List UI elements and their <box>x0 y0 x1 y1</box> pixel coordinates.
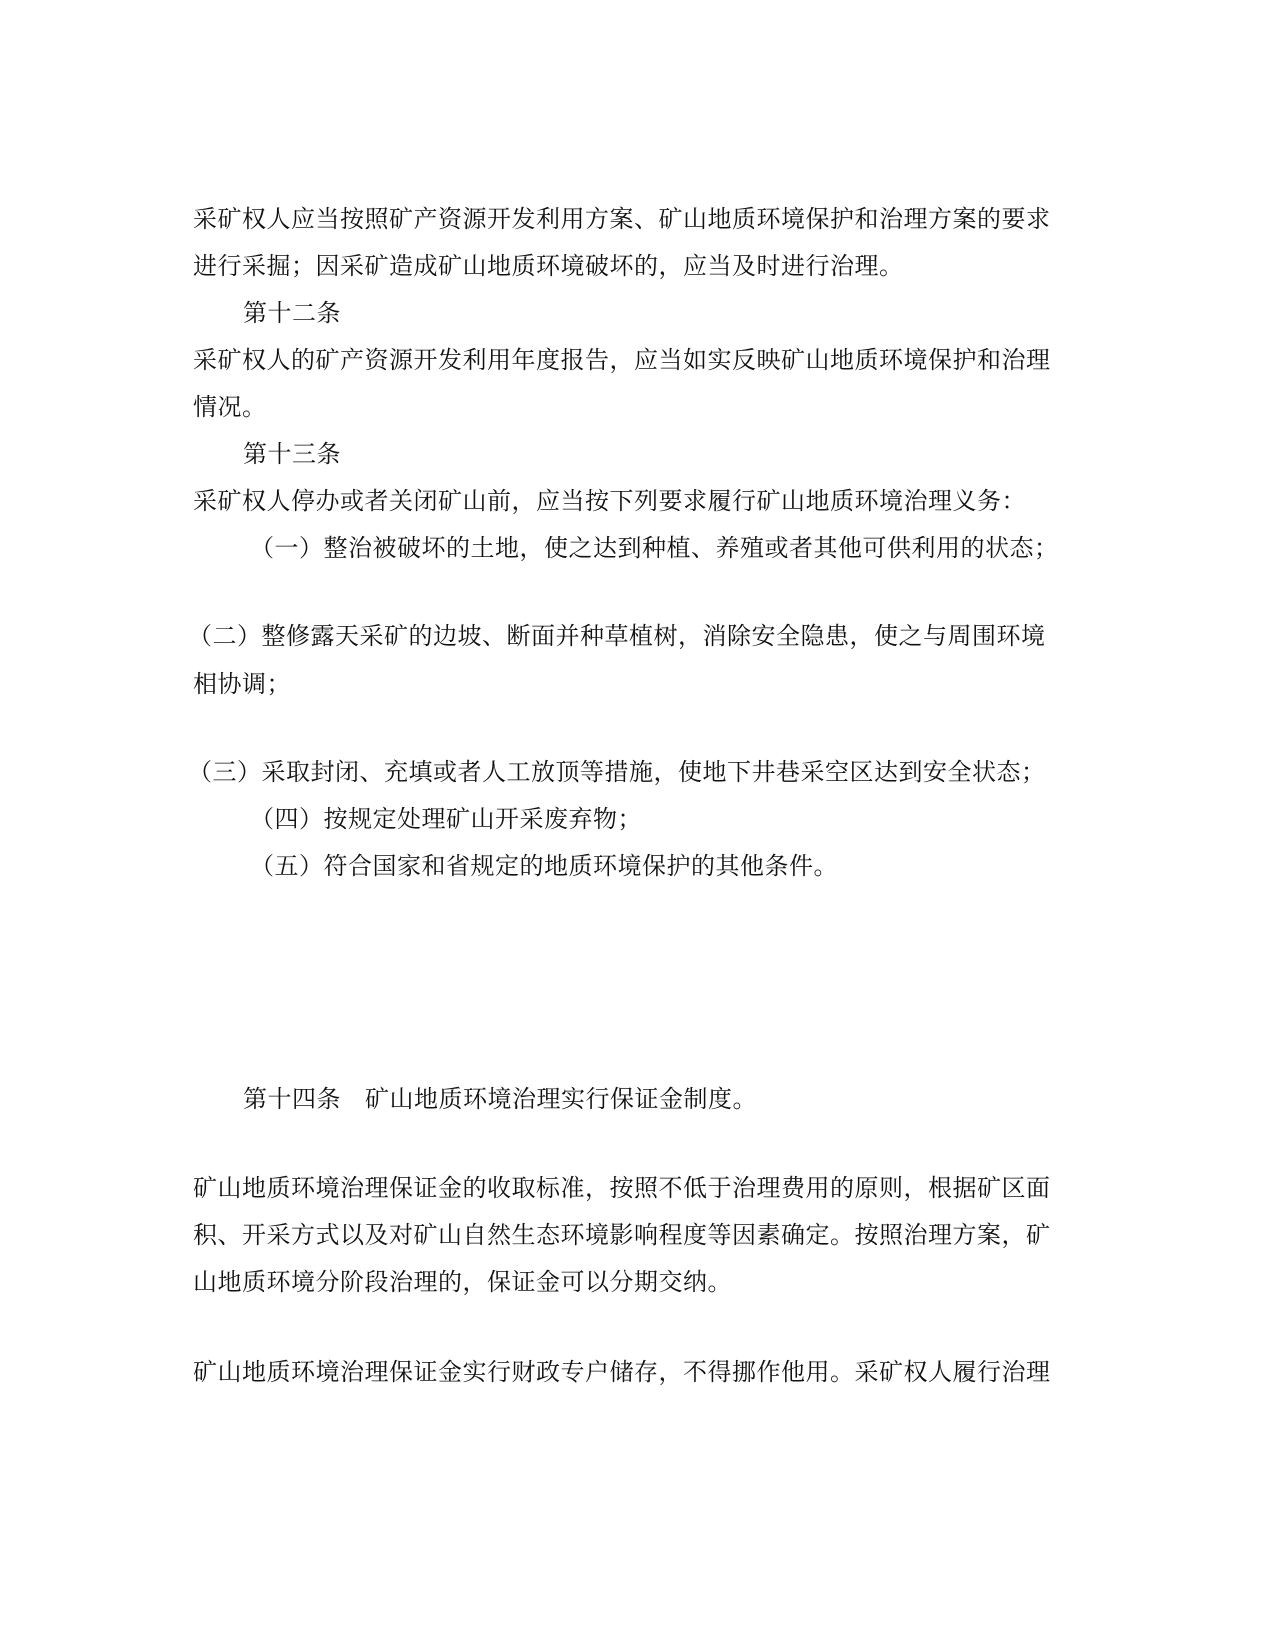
paragraph-line: 相协调； <box>193 670 291 698</box>
paragraph-line: 进行采掘；因采矿造成矿山地质环境破坏的，应当及时进行治理。 <box>193 252 904 280</box>
list-item: （二）整修露天采矿的边坡、断面并种草植树，消除安全隐患，使之与周围环境 <box>188 622 1046 650</box>
list-item: （三）采取封闭、充填或者人工放顶等措施，使地下井巷采空区达到安全状态； <box>188 758 1046 786</box>
paragraph-line: 矿山地质环境治理保证金实行财政专户储存，不得挪作他用。采矿权人履行治理 <box>193 1358 1051 1386</box>
article-heading: 第十四条 <box>243 1085 341 1113</box>
article-text: 矿山地质环境治理实行保证金制度。 <box>365 1085 757 1113</box>
paragraph-line: 采矿权人应当按照矿产资源开发利用方案、矿山地质环境保护和治理方案的要求 <box>193 205 1051 233</box>
article-heading: 第十三条 <box>243 440 341 468</box>
paragraph-line: 采矿权人停办或者关闭矿山前，应当按下列要求履行矿山地质环境治理义务： <box>193 487 1026 515</box>
list-item: （四）按规定处理矿山开采废弃物； <box>250 805 642 833</box>
paragraph-line: 情况。 <box>193 393 267 421</box>
article-heading: 第十二条 <box>243 299 341 327</box>
list-item: （一）整治被破坏的土地，使之达到种植、养殖或者其他可供利用的状态； <box>250 534 1059 562</box>
paragraph-line: 积、开采方式以及对矿山自然生态环境影响程度等因素确定。按照治理方案，矿 <box>193 1221 1051 1249</box>
article-14-line <box>243 1083 1123 1115</box>
paragraph-line: 采矿权人的矿产资源开发利用年度报告，应当如实反映矿山地质环境保护和治理 <box>193 346 1051 374</box>
paragraph-line: 山地质环境分阶段治理的，保证金可以分期交纳。 <box>193 1268 732 1296</box>
list-item: （五）符合国家和省规定的地质环境保护的其他条件。 <box>250 852 838 880</box>
paragraph-line: 矿山地质环境治理保证金的收取标准，按照不低于治理费用的原则，根据矿区面 <box>193 1174 1051 1202</box>
